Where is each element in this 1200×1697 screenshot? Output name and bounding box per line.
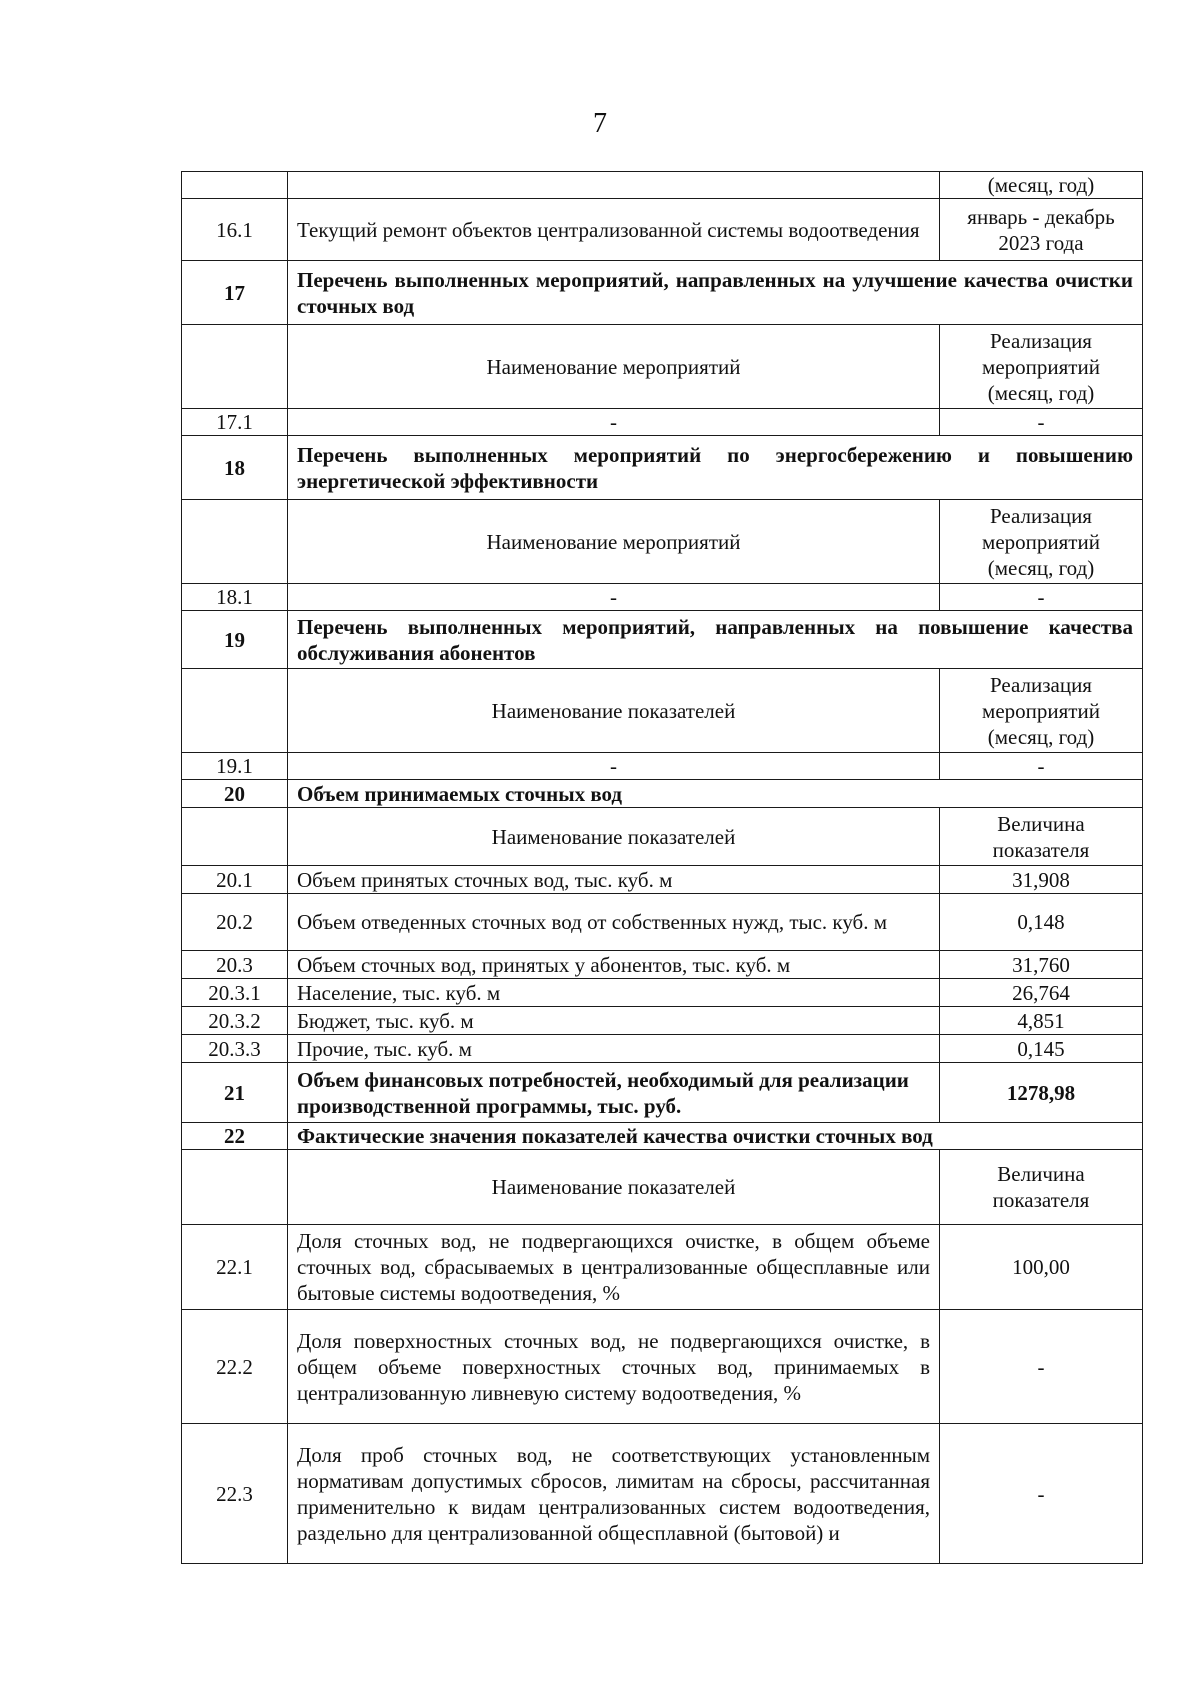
row-name-cell: Доля проб сточных вод, не соответствующих установленным нормативам допустимых сбросов, лимитам на сбросы, рассчитанная применительно к видам централизованных систем водоотведения, раздельно для централизованной общесплавной (бытовой) и (288, 1424, 940, 1564)
row-value-cell: - (940, 584, 1143, 611)
table-row (182, 584, 1143, 611)
row-name-cell (288, 172, 940, 199)
row-value-cell: 26,764 (940, 979, 1143, 1007)
section-number-cell: 22 (182, 1123, 288, 1150)
row-name-cell: Наименование показателей (288, 669, 940, 753)
row-name-cell: - (288, 584, 940, 611)
subheader-row (182, 808, 1143, 866)
section-number-cell: 19 (182, 611, 288, 669)
page-number: 7 (593, 108, 607, 139)
row-name-cell: Наименование показателей (288, 808, 940, 866)
table-row (182, 409, 1143, 436)
row-number-cell: 17.1 (182, 409, 288, 436)
row-number-cell (182, 500, 288, 584)
table-row (182, 866, 1143, 894)
row-value-cell: 31,908 (940, 866, 1143, 894)
row-value-cell: 4,851 (940, 1007, 1143, 1035)
subheader-row (182, 500, 1143, 584)
table-row (182, 1225, 1143, 1310)
row-number-cell: 19.1 (182, 753, 288, 780)
section-number-cell: 18 (182, 436, 288, 500)
row-name-cell: Наименование мероприятий (288, 500, 940, 584)
row-value-cell: 31,760 (940, 951, 1143, 979)
row-number-cell: 18.1 (182, 584, 288, 611)
row-number-cell (182, 669, 288, 753)
section-number-cell: 20 (182, 780, 288, 808)
section-row (182, 1063, 1143, 1123)
row-name-cell: Доля сточных вод, не подвергающихся очистке, в общем объеме сточных вод, сбрасываемых в централизованные общесплавные или бытовые системы водоотведения, % (288, 1225, 940, 1310)
row-value-cell: (месяц, год) (940, 172, 1143, 199)
subheader-row (182, 669, 1143, 753)
row-number-cell: 20.3 (182, 951, 288, 979)
row-number-cell (182, 1150, 288, 1225)
row-number-cell: 16.1 (182, 199, 288, 261)
table-row (182, 894, 1143, 951)
row-name-cell: Объем отведенных сточных вод от собственных нужд, тыс. куб. м (288, 894, 940, 951)
row-name-cell: Текущий ремонт объектов централизованной системы водоотведения (288, 199, 940, 261)
row-number-cell (182, 325, 288, 409)
row-value-cell: 0,145 (940, 1035, 1143, 1063)
indicators-table (181, 171, 1143, 1564)
row-value-cell: январь - декабрь 2023 года (940, 199, 1143, 261)
section-title-cell: Объем принимаемых сточных вод (288, 780, 1143, 808)
row-name-cell: Объем финансовых потребностей, необходимый для реализации производственной программы, тыс. руб. (288, 1063, 940, 1123)
row-name-cell: Население, тыс. куб. м (288, 979, 940, 1007)
row-value-cell: - (940, 409, 1143, 436)
row-value-cell: - (940, 753, 1143, 780)
row-value-cell: 100,00 (940, 1225, 1143, 1310)
row-value-cell: Реализация мероприятий (месяц, год) (940, 500, 1143, 584)
row-number-cell: 22.1 (182, 1225, 288, 1310)
row-number-cell: 20.3.3 (182, 1035, 288, 1063)
table-row (182, 1035, 1143, 1063)
row-name-cell: - (288, 409, 940, 436)
section-row (182, 261, 1143, 325)
section-number-cell: 21 (182, 1063, 288, 1123)
table-row (182, 753, 1143, 780)
row-number-cell (182, 172, 288, 199)
row-name-cell: Наименование мероприятий (288, 325, 940, 409)
row-name-cell: Объем принятых сточных вод, тыс. куб. м (288, 866, 940, 894)
section-row (182, 1123, 1143, 1150)
section-title-cell: Перечень выполненных мероприятий, направленных на улучшение качества очистки сточных вод (288, 261, 1143, 325)
row-number-cell: 22.3 (182, 1424, 288, 1564)
section-number-cell: 17 (182, 261, 288, 325)
section-row (182, 780, 1143, 808)
row-name-cell: Бюджет, тыс. куб. м (288, 1007, 940, 1035)
row-value-cell: 1278,98 (940, 1063, 1143, 1123)
section-title-cell: Перечень выполненных мероприятий, направленных на повышение качества обслуживания абонентов (288, 611, 1143, 669)
section-title-cell: Фактические значения показателей качества очистки сточных вод (288, 1123, 1143, 1150)
row-name-cell: Объем сточных вод, принятых у абонентов, тыс. куб. м (288, 951, 940, 979)
row-name-cell: - (288, 753, 940, 780)
row-value-cell: Величина показателя (940, 1150, 1143, 1225)
table-row (182, 951, 1143, 979)
row-value-cell: Реализация мероприятий (месяц, год) (940, 325, 1143, 409)
subheader-row (182, 325, 1143, 409)
row-name-cell: Доля поверхностных сточных вод, не подвергающихся очистке, в общем объеме поверхностных сточных вод, принимаемых в централизованную ливневую систему водоотведения, % (288, 1310, 940, 1424)
row-number-cell (182, 808, 288, 866)
row-name-cell: Прочие, тыс. куб. м (288, 1035, 940, 1063)
table-row (182, 199, 1143, 261)
row-value-cell: 0,148 (940, 894, 1143, 951)
section-title-cell: Перечень выполненных мероприятий по энергосбережению и повышению энергетической эффективности (288, 436, 1143, 500)
table-row (182, 1310, 1143, 1424)
table-row (182, 172, 1143, 199)
section-row (182, 611, 1143, 669)
table-row (182, 1424, 1143, 1564)
row-number-cell: 22.2 (182, 1310, 288, 1424)
row-number-cell: 20.2 (182, 894, 288, 951)
row-number-cell: 20.3.1 (182, 979, 288, 1007)
row-value-cell: Реализация мероприятий (месяц, год) (940, 669, 1143, 753)
table-row (182, 1007, 1143, 1035)
section-row (182, 436, 1143, 500)
row-value-cell: Величина показателя (940, 808, 1143, 866)
row-value-cell: - (940, 1424, 1143, 1564)
row-name-cell: Наименование показателей (288, 1150, 940, 1225)
row-value-cell: - (940, 1310, 1143, 1424)
row-number-cell: 20.3.2 (182, 1007, 288, 1035)
table-row (182, 979, 1143, 1007)
subheader-row (182, 1150, 1143, 1225)
row-number-cell: 20.1 (182, 866, 288, 894)
